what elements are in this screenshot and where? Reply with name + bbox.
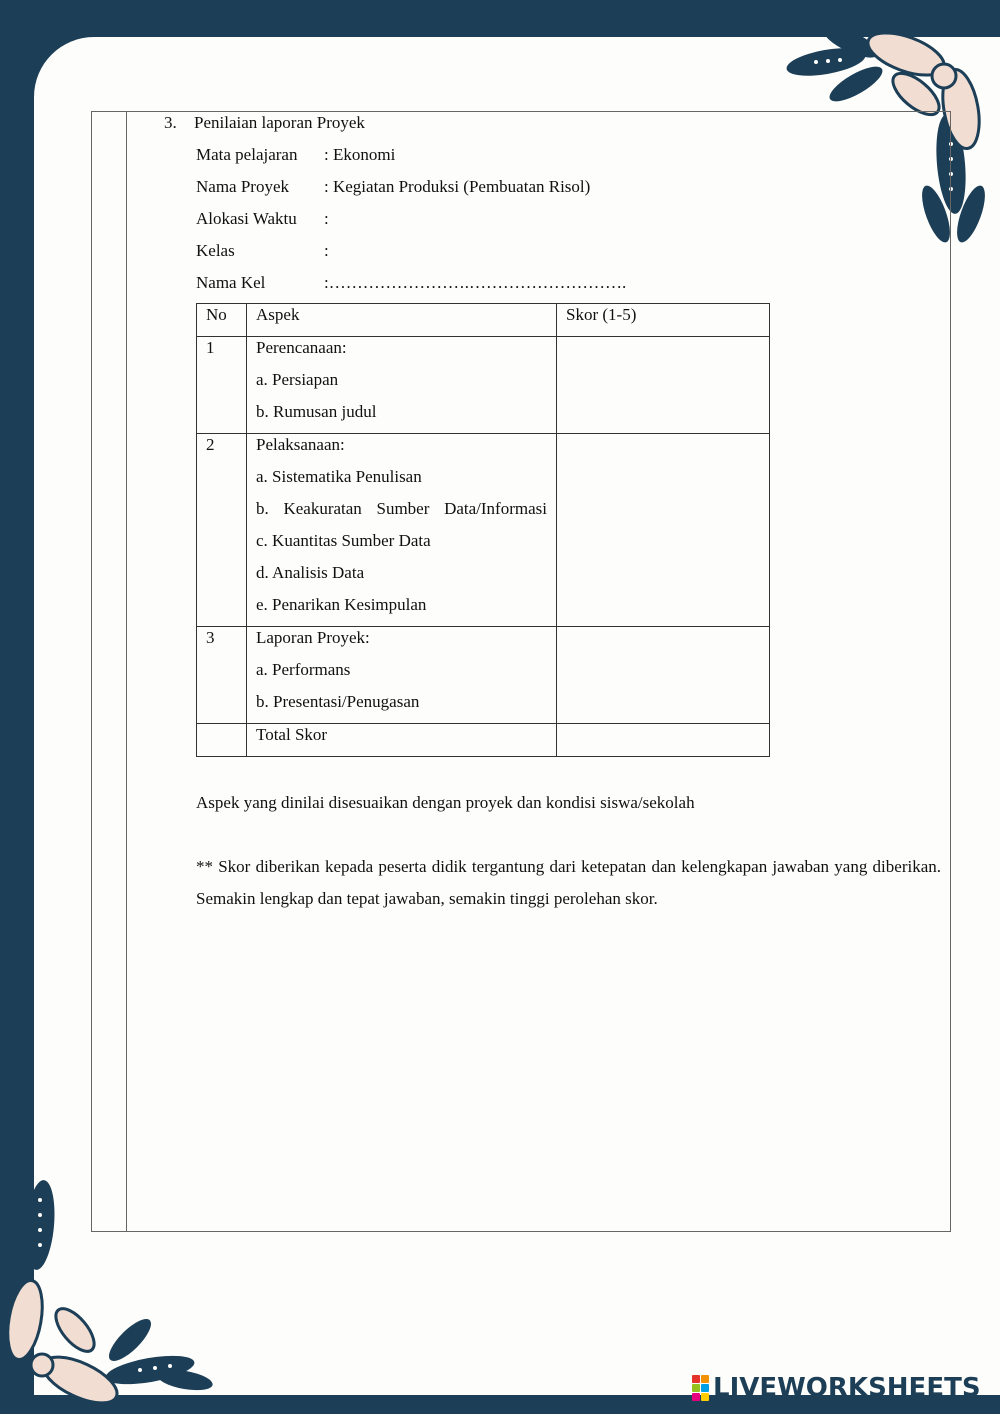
aspect-note: Aspek yang dinilai disesuaikan dengan proyek dan kondisi siswa/sekolah bbox=[196, 793, 695, 812]
total-no bbox=[197, 724, 247, 757]
meta-label: Mata pelajaran bbox=[196, 145, 298, 164]
aspek-item: a. Performans bbox=[256, 660, 351, 679]
total-score-cell[interactable] bbox=[557, 724, 770, 757]
meta-row bbox=[196, 143, 626, 175]
meta-value: : Ekonomi bbox=[324, 145, 396, 164]
aspek-item: c. Kuantitas Sumber Data bbox=[256, 531, 431, 550]
meta-row bbox=[196, 271, 626, 303]
row-aspek bbox=[247, 434, 557, 627]
score-note: ** Skor diberikan kepada peserta didik tergantung dari ketepatan dan kelengkapan jawaban yang diberikan. Semakin lengkap dan tepat jawaban, semakin tinggi perolehan skor. bbox=[196, 857, 941, 908]
notes-block bbox=[196, 787, 941, 915]
aspek-item: b. Presentasi/Penugasan bbox=[256, 692, 420, 711]
liveworksheets-logo[interactable] bbox=[692, 1373, 981, 1403]
section-number: 3. bbox=[164, 113, 177, 132]
table-header-row bbox=[197, 304, 770, 337]
row-aspek bbox=[247, 627, 557, 724]
assessment-table bbox=[196, 303, 770, 757]
row-no: 3 bbox=[197, 627, 247, 724]
table-row bbox=[197, 627, 770, 724]
meta-row bbox=[196, 239, 626, 271]
header-skor: Skor (1-5) bbox=[557, 304, 770, 337]
score-cell[interactable] bbox=[557, 434, 770, 627]
table-total-row bbox=[197, 724, 770, 757]
meta-row bbox=[196, 207, 626, 239]
aspek-item: b. Keakuratan Sumber Data/Informasi bbox=[256, 499, 547, 518]
header-no: No bbox=[197, 304, 247, 337]
meta-label: Nama Kel bbox=[196, 273, 266, 292]
section-heading bbox=[164, 111, 365, 143]
meta-value: : bbox=[324, 241, 329, 260]
total-label: Total Skor bbox=[247, 724, 557, 757]
section-title: Penilaian laporan Proyek bbox=[194, 113, 365, 132]
aspek-heading: Laporan Proyek: bbox=[256, 628, 370, 647]
watermark-text: LIVEWORKSHEETS bbox=[713, 1373, 981, 1403]
row-no: 2 bbox=[197, 434, 247, 627]
score-cell[interactable] bbox=[557, 627, 770, 724]
meta-label: Alokasi Waktu bbox=[196, 209, 297, 228]
aspek-item: d. Analisis Data bbox=[256, 563, 365, 582]
meta-block bbox=[196, 143, 626, 303]
aspek-heading: Pelaksanaan: bbox=[256, 435, 345, 454]
meta-value: :…………………….………………………. bbox=[324, 273, 627, 292]
meta-row bbox=[196, 175, 626, 207]
aspek-item: a. Sistematika Penulisan bbox=[256, 467, 422, 486]
column-divider bbox=[126, 112, 127, 1231]
aspek-item: b. Rumusan judul bbox=[256, 402, 377, 421]
meta-value: : bbox=[324, 209, 329, 228]
liveworksheets-logo-icon bbox=[692, 1375, 709, 1401]
meta-label: Kelas bbox=[196, 241, 235, 260]
aspek-item: a. Persiapan bbox=[256, 370, 339, 389]
meta-value: : Kegiatan Produksi (Pembuatan Risol) bbox=[324, 177, 591, 196]
aspek-item: e. Penarikan Kesimpulan bbox=[256, 595, 427, 614]
table-row bbox=[197, 337, 770, 434]
score-cell[interactable] bbox=[557, 337, 770, 434]
row-no: 1 bbox=[197, 337, 247, 434]
meta-label: Nama Proyek bbox=[196, 177, 290, 196]
row-aspek bbox=[247, 337, 557, 434]
table-row bbox=[197, 434, 770, 627]
header-aspek: Aspek bbox=[247, 304, 557, 337]
aspek-heading: Perencanaan: bbox=[256, 338, 347, 357]
